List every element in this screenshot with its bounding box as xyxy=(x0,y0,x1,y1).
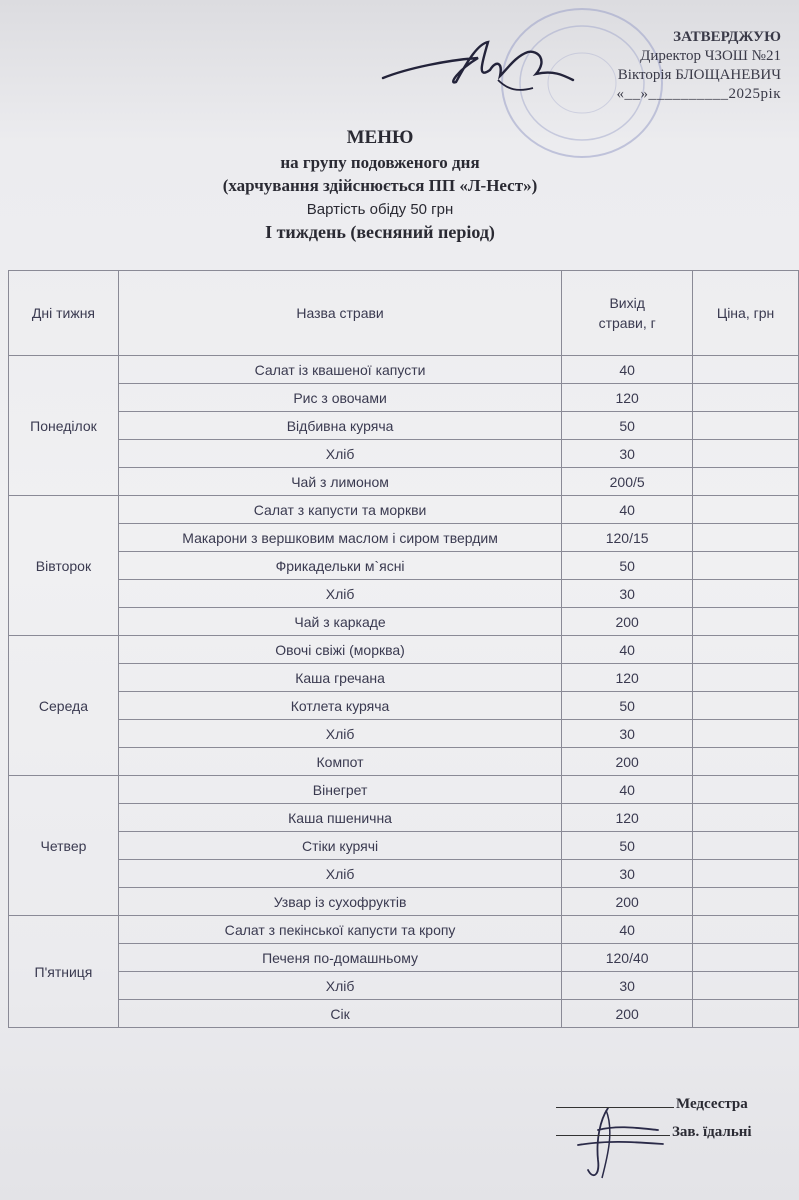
table-row xyxy=(9,496,799,524)
table-row xyxy=(9,412,799,440)
output-cell: 40 xyxy=(562,496,693,524)
price-cell xyxy=(693,944,799,972)
nurse-label: Медсестра xyxy=(676,1096,748,1112)
dish-name-cell: Овочі свіжі (морква) xyxy=(118,636,561,664)
table-row xyxy=(9,944,799,972)
table-row xyxy=(9,440,799,468)
approval-block xyxy=(617,28,781,104)
table-row xyxy=(9,860,799,888)
output-cell: 200/5 xyxy=(562,468,693,496)
dish-name-cell: Котлета куряча xyxy=(118,692,561,720)
price-cell xyxy=(693,972,799,1000)
signature-blank xyxy=(556,1107,674,1108)
dish-name-cell: Чай з каркаде xyxy=(118,608,561,636)
dish-name-cell: Хліб xyxy=(118,580,561,608)
table-row xyxy=(9,720,799,748)
output-cell: 50 xyxy=(562,692,693,720)
menu-body xyxy=(9,356,799,1028)
table-row xyxy=(9,692,799,720)
dish-name-cell: Салат з пекінської капусти та кропу xyxy=(118,916,561,944)
day-cell: Вівторок xyxy=(9,496,119,636)
header-price: Ціна, грн xyxy=(693,271,799,356)
document-subtitle: на групу подовженого дня xyxy=(280,153,480,172)
dish-name-cell: Стіки курячі xyxy=(118,832,561,860)
dish-name-cell: Узвар із сухофруктів xyxy=(118,888,561,916)
table-row xyxy=(9,524,799,552)
table-row xyxy=(9,552,799,580)
table-row xyxy=(9,384,799,412)
price-cell xyxy=(693,804,799,832)
table-row xyxy=(9,888,799,916)
price-cell xyxy=(693,356,799,384)
output-cell: 120 xyxy=(562,384,693,412)
director-signature xyxy=(378,30,578,100)
week-label: І тиждень (весняний період) xyxy=(265,222,495,242)
approval-heading: ЗАТВЕРДЖУЮ xyxy=(673,29,781,45)
table-row xyxy=(9,776,799,804)
output-cell: 40 xyxy=(562,636,693,664)
dish-name-cell: Чай з лимоном xyxy=(118,468,561,496)
dish-name-cell: Хліб xyxy=(118,720,561,748)
dish-name-cell: Рис з овочами xyxy=(118,384,561,412)
dish-name-cell: Вінегрет xyxy=(118,776,561,804)
table-row xyxy=(9,636,799,664)
output-cell: 200 xyxy=(562,1000,693,1028)
table-row xyxy=(9,832,799,860)
price-cell xyxy=(693,552,799,580)
output-cell: 40 xyxy=(562,356,693,384)
price-cell xyxy=(693,748,799,776)
table-row xyxy=(9,608,799,636)
output-cell: 200 xyxy=(562,748,693,776)
table-row xyxy=(9,580,799,608)
price-cell xyxy=(693,692,799,720)
dish-name-cell: Каша пшенична xyxy=(118,804,561,832)
day-cell: Середа xyxy=(9,636,119,776)
table-row xyxy=(9,804,799,832)
header-output xyxy=(562,271,693,356)
price-cell xyxy=(693,524,799,552)
dish-name-cell: Салат з капусти та моркви xyxy=(118,496,561,524)
day-cell: П'ятниця xyxy=(9,916,119,1028)
output-cell: 30 xyxy=(562,972,693,1000)
output-cell: 50 xyxy=(562,552,693,580)
dish-name-cell: Компот xyxy=(118,748,561,776)
document-title: МЕНЮ xyxy=(346,127,414,148)
price-cell xyxy=(693,916,799,944)
price-cell xyxy=(693,384,799,412)
catering-note: (харчування здійснюється ПП «Л-Нест») xyxy=(222,176,538,195)
output-cell: 120 xyxy=(562,664,693,692)
price-cell xyxy=(693,468,799,496)
signature-blank xyxy=(556,1135,670,1136)
nurse-signature-line xyxy=(556,1096,748,1113)
price-cell xyxy=(693,832,799,860)
dish-name-cell: Хліб xyxy=(118,860,561,888)
price-cell xyxy=(693,636,799,664)
output-cell: 30 xyxy=(562,580,693,608)
dish-name-cell: Хліб xyxy=(118,972,561,1000)
canteen-signature-line xyxy=(556,1124,752,1141)
day-cell: Понеділок xyxy=(9,356,119,496)
output-cell: 200 xyxy=(562,608,693,636)
price-cell xyxy=(693,496,799,524)
output-cell: 50 xyxy=(562,412,693,440)
table-row xyxy=(9,1000,799,1028)
price-cell xyxy=(693,412,799,440)
header-day: Дні тижня xyxy=(9,271,119,356)
price-cell xyxy=(693,888,799,916)
dish-name-cell: Хліб xyxy=(118,440,561,468)
dish-name-cell: Макарони з вершковим маслом і сиром твердим xyxy=(118,524,561,552)
approval-date: «__»__________2025рік xyxy=(616,86,781,102)
approval-name: Вікторія БЛОЩАНЕВИЧ xyxy=(617,67,781,83)
table-row xyxy=(9,916,799,944)
output-cell: 30 xyxy=(562,720,693,748)
output-cell: 40 xyxy=(562,916,693,944)
table-row xyxy=(9,664,799,692)
header-dish: Назва страви xyxy=(118,271,561,356)
output-cell: 50 xyxy=(562,832,693,860)
price-cell xyxy=(693,720,799,748)
dish-name-cell: Печеня по-домашньому xyxy=(118,944,561,972)
table-row xyxy=(9,972,799,1000)
lunch-price: Вартість обіду 50 грн xyxy=(306,201,454,218)
price-cell xyxy=(693,776,799,804)
dish-name-cell: Відбивна куряча xyxy=(118,412,561,440)
output-cell: 200 xyxy=(562,888,693,916)
table-row xyxy=(9,748,799,776)
output-cell: 30 xyxy=(562,440,693,468)
header-output-label: Вихід страви, г xyxy=(598,295,656,331)
price-cell xyxy=(693,608,799,636)
table-row xyxy=(9,356,799,384)
output-cell: 120/15 xyxy=(562,524,693,552)
approval-position: Директор ЧЗОШ №21 xyxy=(640,48,781,64)
canteen-label: Зав. їдальні xyxy=(672,1124,752,1140)
output-cell: 40 xyxy=(562,776,693,804)
dish-name-cell: Каша гречана xyxy=(118,664,561,692)
price-cell xyxy=(693,580,799,608)
dish-name-cell: Салат із квашеної капусти xyxy=(118,356,561,384)
table-row xyxy=(9,468,799,496)
price-cell xyxy=(693,860,799,888)
price-cell xyxy=(693,440,799,468)
table-header-row xyxy=(9,271,799,356)
output-cell: 30 xyxy=(562,860,693,888)
output-cell: 120/40 xyxy=(562,944,693,972)
price-cell xyxy=(693,1000,799,1028)
dish-name-cell: Фрикадельки м`ясні xyxy=(118,552,561,580)
output-cell: 120 xyxy=(562,804,693,832)
price-cell xyxy=(693,664,799,692)
menu-table xyxy=(8,270,799,1028)
dish-name-cell: Сік xyxy=(118,1000,561,1028)
day-cell: Четвер xyxy=(9,776,119,916)
